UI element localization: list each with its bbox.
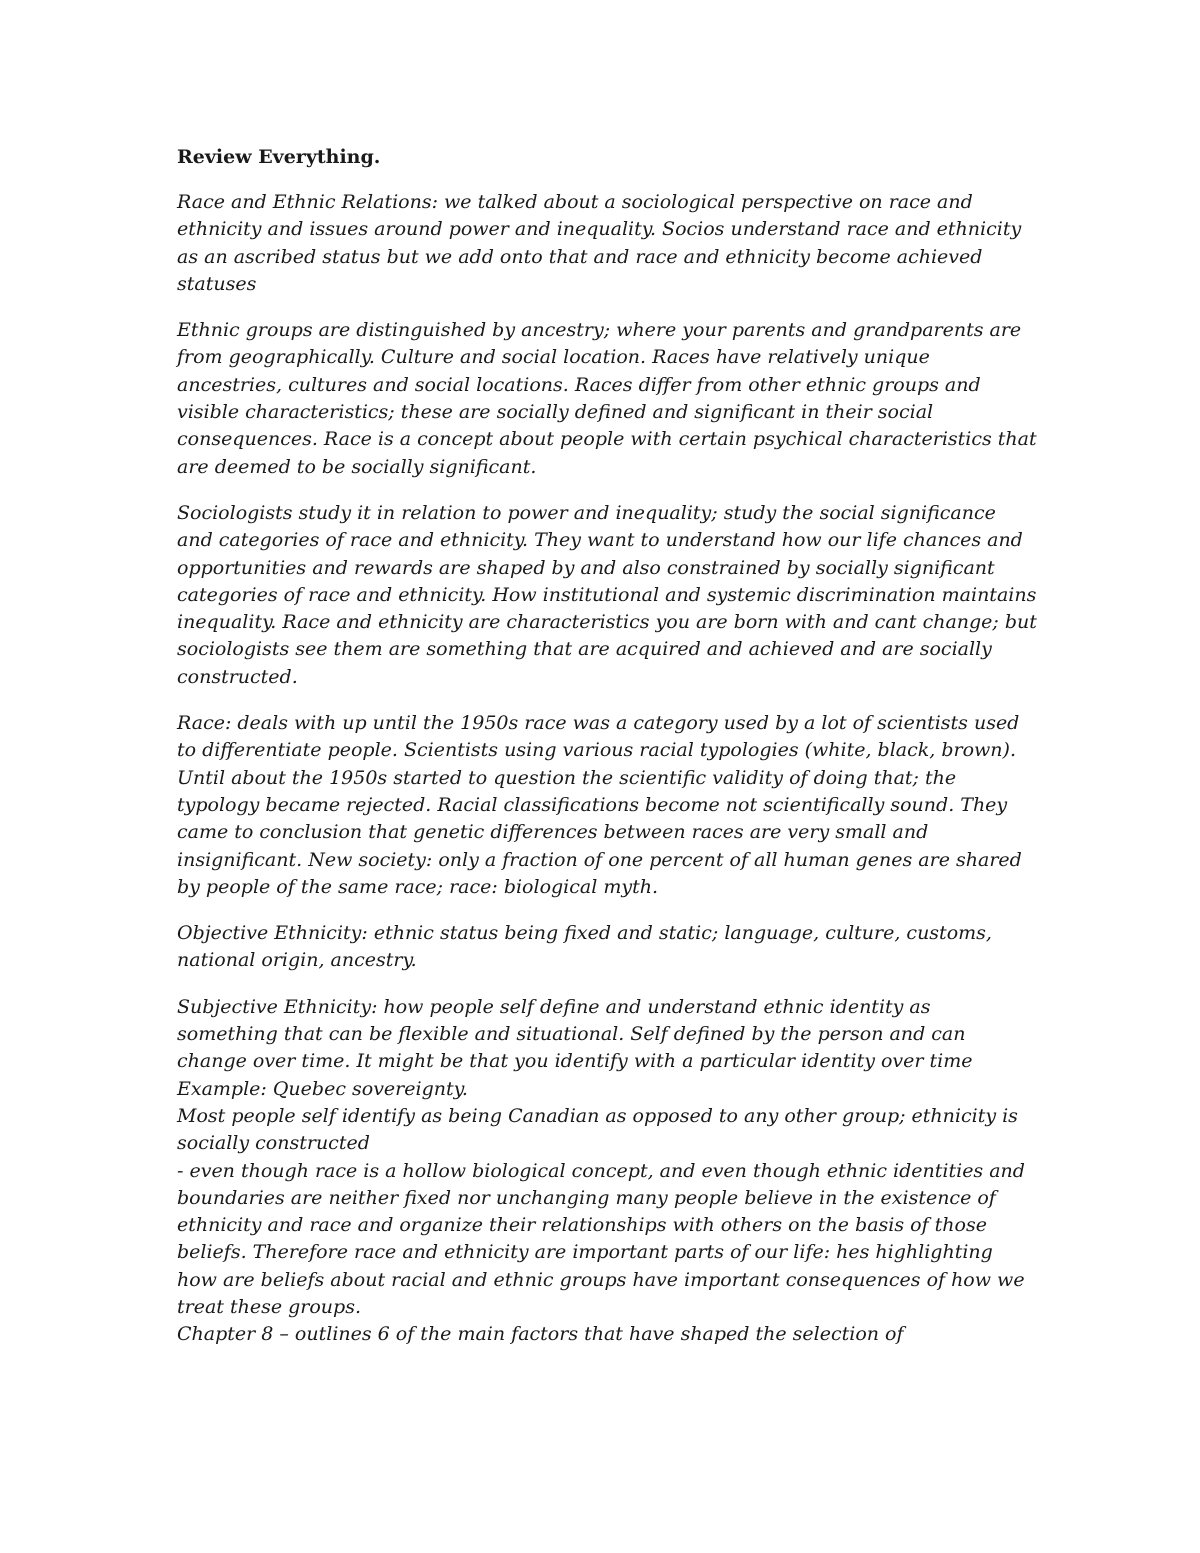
paragraph-self-identify: Most people self identify as being Canadian as opposed to any other group; ethnicity is socially constructed bbox=[177, 1104, 1018, 1155]
paragraph-race-ethnic-relations: Race and Ethnic Relations: we talked about a sociological perspective on race and ethnicity and issues around power and inequality. Socios understand race and ethnicity as an ascribed status but we add onto that and race and ethnicity become achieved statuses bbox=[177, 191, 1022, 295]
paragraph-sociologists: Sociologists study it in relation to power and inequality; study the social significance and categories of race and ethnicity. They want to understand how our life chances and opportunities and rewards are shaped by and also constrained by socially significant categories of race and ethnicity. How institutional and systemic discrimination maintains inequality. Race and ethnicity are characteristics you are born with and cant change; but sociologists see them are something that are acquired and achieved and are socially constructed. bbox=[177, 501, 1037, 688]
paragraph-ethnic-groups: Ethnic groups are distinguished by ancestry; where your parents and grandparents are from geographically. Culture and social location. Races have relatively unique ancestries, cultures and social locations. Races differ from other ethnic groups and visible characteristics; these are socially defined and significant in their social consequences. Race is a concept about people with certain psychical characteristics that are deemed to be socially significant. bbox=[177, 319, 1037, 478]
document-page bbox=[177, 143, 1037, 1349]
paragraph-hollow-concept: - even though race is a hollow biological concept, and even though ethnic identities and boundaries are neither fixed nor unchanging many people believe in the existence of ethnicity and race and organize their relationships with others on the basis of those beliefs. Therefore race and ethnicity are important parts of our life: hes highlighting how are beliefs about racial and ethnic groups have important consequences of how we treat these groups. bbox=[177, 1159, 1025, 1318]
paragraph-objective-ethnicity: Objective Ethnicity: ethnic status being fixed and static; language, culture, customs, national origin, ancestry. bbox=[177, 922, 992, 972]
paragraph-chapter-8: Chapter 8 – outlines 6 of the main factors that have shaped the selection of bbox=[177, 1323, 904, 1346]
paragraph-race: Race: deals with up until the 1950s race was a category used by a lot of scientists used to differentiate people. Scientists using various racial typologies (white, black, brown). Until about the 1950s started to question the scientific validity of doing that; the typology became rejected. Racial classifications become not scientifically sound. They came to conclusion that genetic differences between races are very small and insignificant. New society: only a fraction of one percent of all human genes are shared by people of the same race; race: biological myth. bbox=[177, 712, 1022, 898]
paragraph-subjective-ethnicity: Subjective Ethnicity: how people self define and understand ethnic identity as something that can be flexible and situational. Self defined by the person and can change over time. It might be that you identify with a particular identity over time Example: Quebec sovereignty. bbox=[177, 995, 973, 1100]
document-heading: Review Everything. bbox=[177, 146, 381, 168]
